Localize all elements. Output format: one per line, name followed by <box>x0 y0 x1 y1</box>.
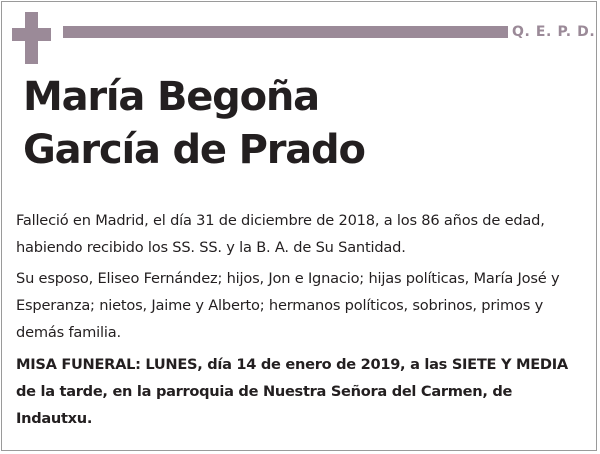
cross-icon <box>12 12 52 64</box>
qepd-label: Q. E. P. D. <box>512 24 596 40</box>
death-notice-paragraph: Falleció en Madrid, el día 31 de diciembre de 2018, a los 86 años de edad, habiendo recibido los SS. SS. y la B. A. de Su Santidad. <box>16 212 545 256</box>
deceased-name <box>23 71 583 177</box>
funeral-mass-paragraph: MISA FUNERAL: LUNES, día 14 de enero de 2019, a las SIETE Y MEDIA de la tarde, en la parroquia de Nuestra Señora del Carmen, de Indautxu. <box>16 356 568 427</box>
deceased-name-line-2: García de Prado <box>23 127 365 173</box>
deceased-name-line-1: María Begoña <box>23 74 319 120</box>
obituary-text <box>16 207 588 432</box>
obituary-card <box>1 1 597 451</box>
cross-horizontal-bar <box>12 28 51 41</box>
family-paragraph: Su esposo, Eliseo Fernández; hijos, Jon e Ignacio; hijas políticas, María José y Esperanza; nietos, Jaime y Alberto; hermanos políticos, sobrinos, primos y demás familia. <box>16 270 560 341</box>
header-rule <box>63 26 508 38</box>
